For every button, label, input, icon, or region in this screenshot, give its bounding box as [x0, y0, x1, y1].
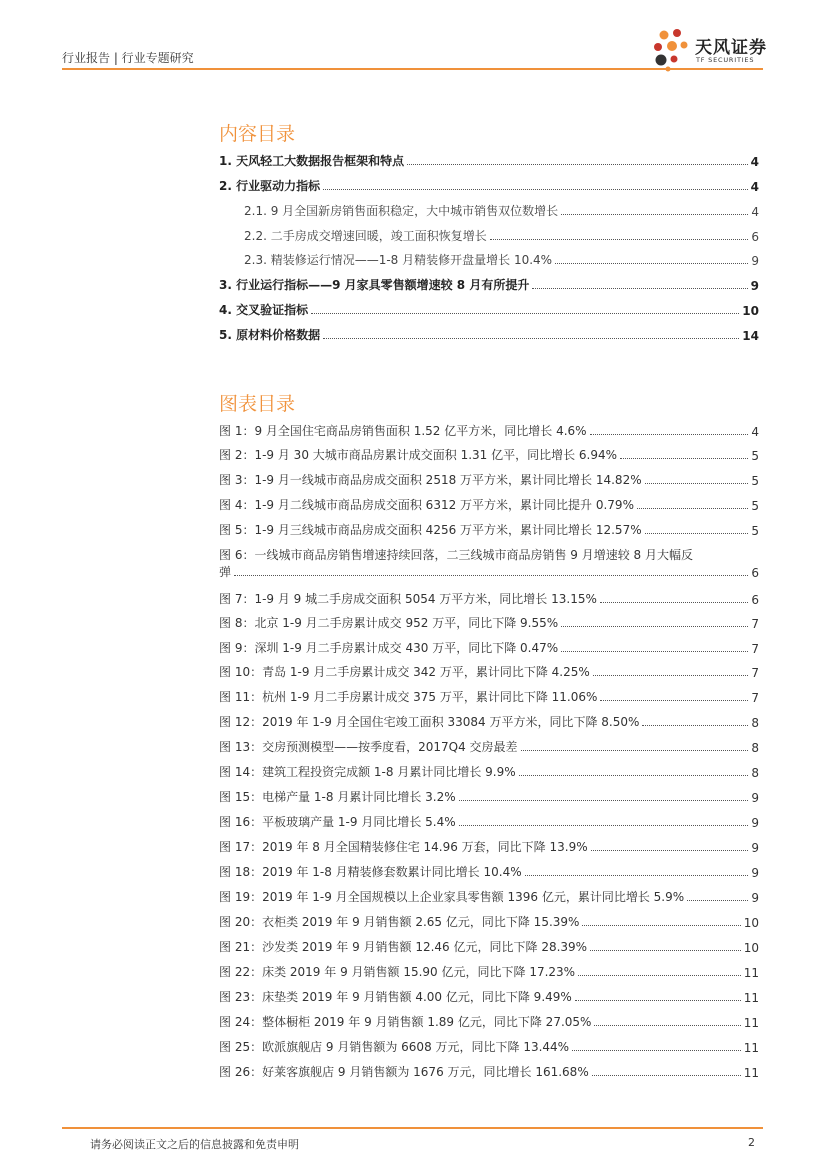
toc-entry-page: 9	[750, 279, 759, 293]
figure-entry[interactable]	[219, 862, 759, 880]
figure-entry-page: 9	[751, 816, 759, 830]
figure-entry-page: 5	[751, 449, 759, 463]
figure-entry-text: 图 21：沙发类 2019 年 9 月销售额 12.46 亿元，同比下降 28.39%	[219, 940, 588, 954]
toc-entry-page: 10	[742, 304, 759, 318]
toc-entry-text: 5. 原材料价格数据	[219, 328, 321, 342]
figures-title: 图表目录	[219, 393, 296, 415]
toc-entry-page: 6	[751, 230, 759, 244]
figure-entry-text: 图 22：床类 2019 年 9 月销售额 15.90 亿元，同比下降 17.23%	[219, 965, 576, 979]
figure-entry-text: 图 25：欧派旗舰店 9 月销售额为 6608 万元，同比下降 13.44%	[219, 1040, 570, 1054]
toc-entry-text: 2. 行业驱动力指标	[219, 179, 321, 193]
toc-entry[interactable]	[219, 151, 759, 169]
page-header-label: 行业报告 | 行业专题研究	[62, 51, 194, 65]
toc-subentry[interactable]	[244, 226, 759, 244]
figure-entry-text: 图 3：1-9 月一线城市商品房成交面积 2518 万平方米，累计同比增长 14.82%	[219, 473, 642, 487]
toc-entry-text: 2.1. 9 月全国新房销售面积稳定，大中城市销售双位数增长	[244, 204, 559, 218]
figure-entry-text: 图 19：2019 年 1-9 月全国规模以上企业家具零售额 1396 亿元，累计同比增长 5.9%	[219, 890, 685, 904]
figure-entry[interactable]	[219, 613, 759, 631]
figure-entry-page: 5	[751, 474, 759, 488]
figure-entry-page: 8	[751, 716, 759, 730]
figure-entry[interactable]	[219, 562, 759, 580]
figure-entry-page: 8	[751, 766, 759, 780]
figure-entry-page: 9	[751, 791, 759, 805]
toc-entry-page: 4	[750, 155, 759, 169]
figure-entry-text: 图 23：床垫类 2019 年 9 月销售额 4.00 亿元，同比下降 9.49%	[219, 990, 572, 1004]
figure-entry-page: 8	[751, 741, 759, 755]
figure-entry-page: 11	[743, 1016, 759, 1030]
figure-entry[interactable]	[219, 912, 759, 930]
toc-entry[interactable]	[219, 300, 759, 318]
toc-subentry[interactable]	[244, 201, 759, 219]
toc-entry-text: 1. 天风轻工大数据报告框架和特点	[219, 154, 405, 168]
company-logo	[650, 27, 780, 73]
figure-entry-page: 5	[751, 524, 759, 538]
figure-entry-page: 4	[751, 425, 759, 439]
figure-entry-text: 图 8：北京 1-9 月二手房累计成交 952 万平，同比下降 9.55%	[219, 616, 559, 630]
figure-entry-text: 图 2：1-9 月 30 大城市商品房累计成交面积 1.31 亿平，同比增长 6.94%	[219, 448, 618, 462]
figure-entry-text: 图 17：2019 年 8 月全国精装修住宅 14.96 万套，同比下降 13.9%	[219, 840, 588, 854]
toc-title: 内容目录	[219, 123, 296, 145]
figure-entry-page: 11	[743, 991, 759, 1005]
figure-entry-text: 图 11：杭州 1-9 月二手房累计成交 375 万平，累计同比下降 11.06%	[219, 690, 598, 704]
logo-flower-icon	[650, 27, 694, 73]
figure-entry[interactable]	[219, 1012, 759, 1030]
page-number: 2	[748, 1136, 755, 1149]
figure-entry-text: 图 1：9 月全国住宅商品房销售面积 1.52 亿平方米，同比增长 4.6%	[219, 424, 587, 438]
toc-entry-page: 9	[751, 254, 759, 268]
figure-entry[interactable]	[219, 937, 759, 955]
figure-entry-text: 图 18：2019 年 1-8 月精装修套数累计同比增长 10.4%	[219, 865, 522, 879]
figure-entry-text: 图 10：青岛 1-9 月二手房累计成交 342 万平，累计同比下降 4.25%	[219, 665, 590, 679]
figure-entry[interactable]	[219, 712, 759, 730]
figure-entry[interactable]	[219, 520, 759, 538]
figure-entry[interactable]	[219, 1037, 759, 1055]
figure-entry[interactable]	[219, 887, 759, 905]
footer-disclaimer: 请务必阅读正文之后的信息披露和免责申明	[90, 1138, 299, 1151]
figure-entry-page: 7	[751, 617, 759, 631]
toc-entry-text: 4. 交叉验证指标	[219, 303, 309, 317]
figure-entry[interactable]	[219, 495, 759, 513]
figure-entry-page: 9	[751, 891, 759, 905]
figure-entry[interactable]	[219, 787, 759, 805]
footer-divider	[62, 1127, 763, 1129]
figure-entry[interactable]	[219, 589, 759, 607]
toc-entry[interactable]	[219, 275, 759, 293]
figure-entry-text: 图 5：1-9 月三线城市商品房成交面积 4256 万平方米，累计同比增长 12.57%	[219, 523, 642, 537]
toc-entry-page: 4	[751, 205, 759, 219]
figure-entry-page: 10	[743, 916, 759, 930]
figure-entry-page: 7	[751, 666, 759, 680]
figure-entry[interactable]	[219, 470, 759, 488]
figure-entry-text: 图 26：好莱客旗舰店 9 月销售额为 1676 万元，同比增长 161.68%	[219, 1065, 589, 1079]
toc-entry-page: 14	[742, 329, 759, 343]
figure-entry[interactable]	[219, 737, 759, 755]
logo-text-cn: 天风证券	[695, 38, 767, 58]
figure-entry[interactable]	[219, 1062, 759, 1080]
figure-entry-text: 图 13：交房预测模型——按季度看，2017Q4 交房最差	[219, 740, 518, 754]
figure-entry-text: 图 7：1-9 月 9 城二手房成交面积 5054 万平方米，同比增长 13.15%	[219, 592, 597, 606]
figure-entry[interactable]	[219, 662, 759, 680]
figure-entry-text: 图 9：深圳 1-9 月二手房累计成交 430 万平，同比下降 0.47%	[219, 641, 559, 655]
figure-entry-text: 图 12：2019 年 1-9 月全国住宅竣工面积 33084 万平方米，同比下降 8.50%	[219, 715, 640, 729]
toc-entry[interactable]	[219, 176, 759, 194]
figure-entry[interactable]	[219, 962, 759, 980]
figure-entry-page: 10	[743, 941, 759, 955]
figure-entry-page: 11	[743, 1066, 759, 1080]
figure-entry-page: 11	[743, 1041, 759, 1055]
toc-entry-page: 4	[750, 180, 759, 194]
figure-entry-text-line2: 弹	[219, 565, 232, 579]
figure-entry-page: 7	[751, 642, 759, 656]
figure-entry-page: 6	[751, 593, 759, 607]
toc-entry-text: 2.3. 精装修运行情况——1-8 月精装修开盘量增长 10.4%	[244, 253, 553, 267]
logo-text-en: TF SECURITIES	[696, 56, 755, 64]
figure-entry-page: 11	[743, 966, 759, 980]
figure-entry[interactable]	[219, 638, 759, 656]
figure-entry[interactable]	[219, 445, 759, 463]
figure-entry-page: 5	[751, 499, 759, 513]
figure-entry-text-line1[interactable]: 图 6：一线城市商品房销售增速持续回落，二三线城市商品房销售 9 月增速较 8 月大幅反	[219, 548, 693, 562]
figure-entry-text: 图 14：建筑工程投资完成额 1-8 月累计同比增长 9.9%	[219, 765, 516, 779]
toc-entry-text: 2.2. 二手房成交增速回暖，竣工面积恢复增长	[244, 229, 487, 243]
figure-entry-text: 图 20：衣柜类 2019 年 9 月销售额 2.65 亿元，同比下降 15.39%	[219, 915, 580, 929]
figure-entry-text: 图 4：1-9 月二线城市商品房成交面积 6312 万平方米，累计同比提升 0.79%	[219, 498, 634, 512]
figure-entry[interactable]	[219, 837, 759, 855]
figure-entry[interactable]	[219, 812, 759, 830]
figure-entry[interactable]	[219, 687, 759, 705]
toc-entry[interactable]	[219, 325, 759, 343]
toc-subentry[interactable]	[244, 250, 759, 268]
toc-entry-text: 3. 行业运行指标——9 月家具零售额增速较 8 月有所提升	[219, 278, 530, 292]
figure-entry-text: 图 16：平板玻璃产量 1-9 月同比增长 5.4%	[219, 815, 456, 829]
figure-entry-page: 9	[751, 866, 759, 880]
figure-entry[interactable]	[219, 421, 759, 439]
figure-entry-page: 6	[751, 566, 759, 580]
figure-entry-page: 9	[751, 841, 759, 855]
figure-entry[interactable]	[219, 762, 759, 780]
figure-entry[interactable]	[219, 987, 759, 1005]
figure-entry-page: 7	[751, 691, 759, 705]
figure-entry-text: 图 24：整体橱柜 2019 年 9 月销售额 1.89 亿元，同比下降 27.05%	[219, 1015, 592, 1029]
figure-entry-text: 图 15：电梯产量 1-8 月累计同比增长 3.2%	[219, 790, 456, 804]
